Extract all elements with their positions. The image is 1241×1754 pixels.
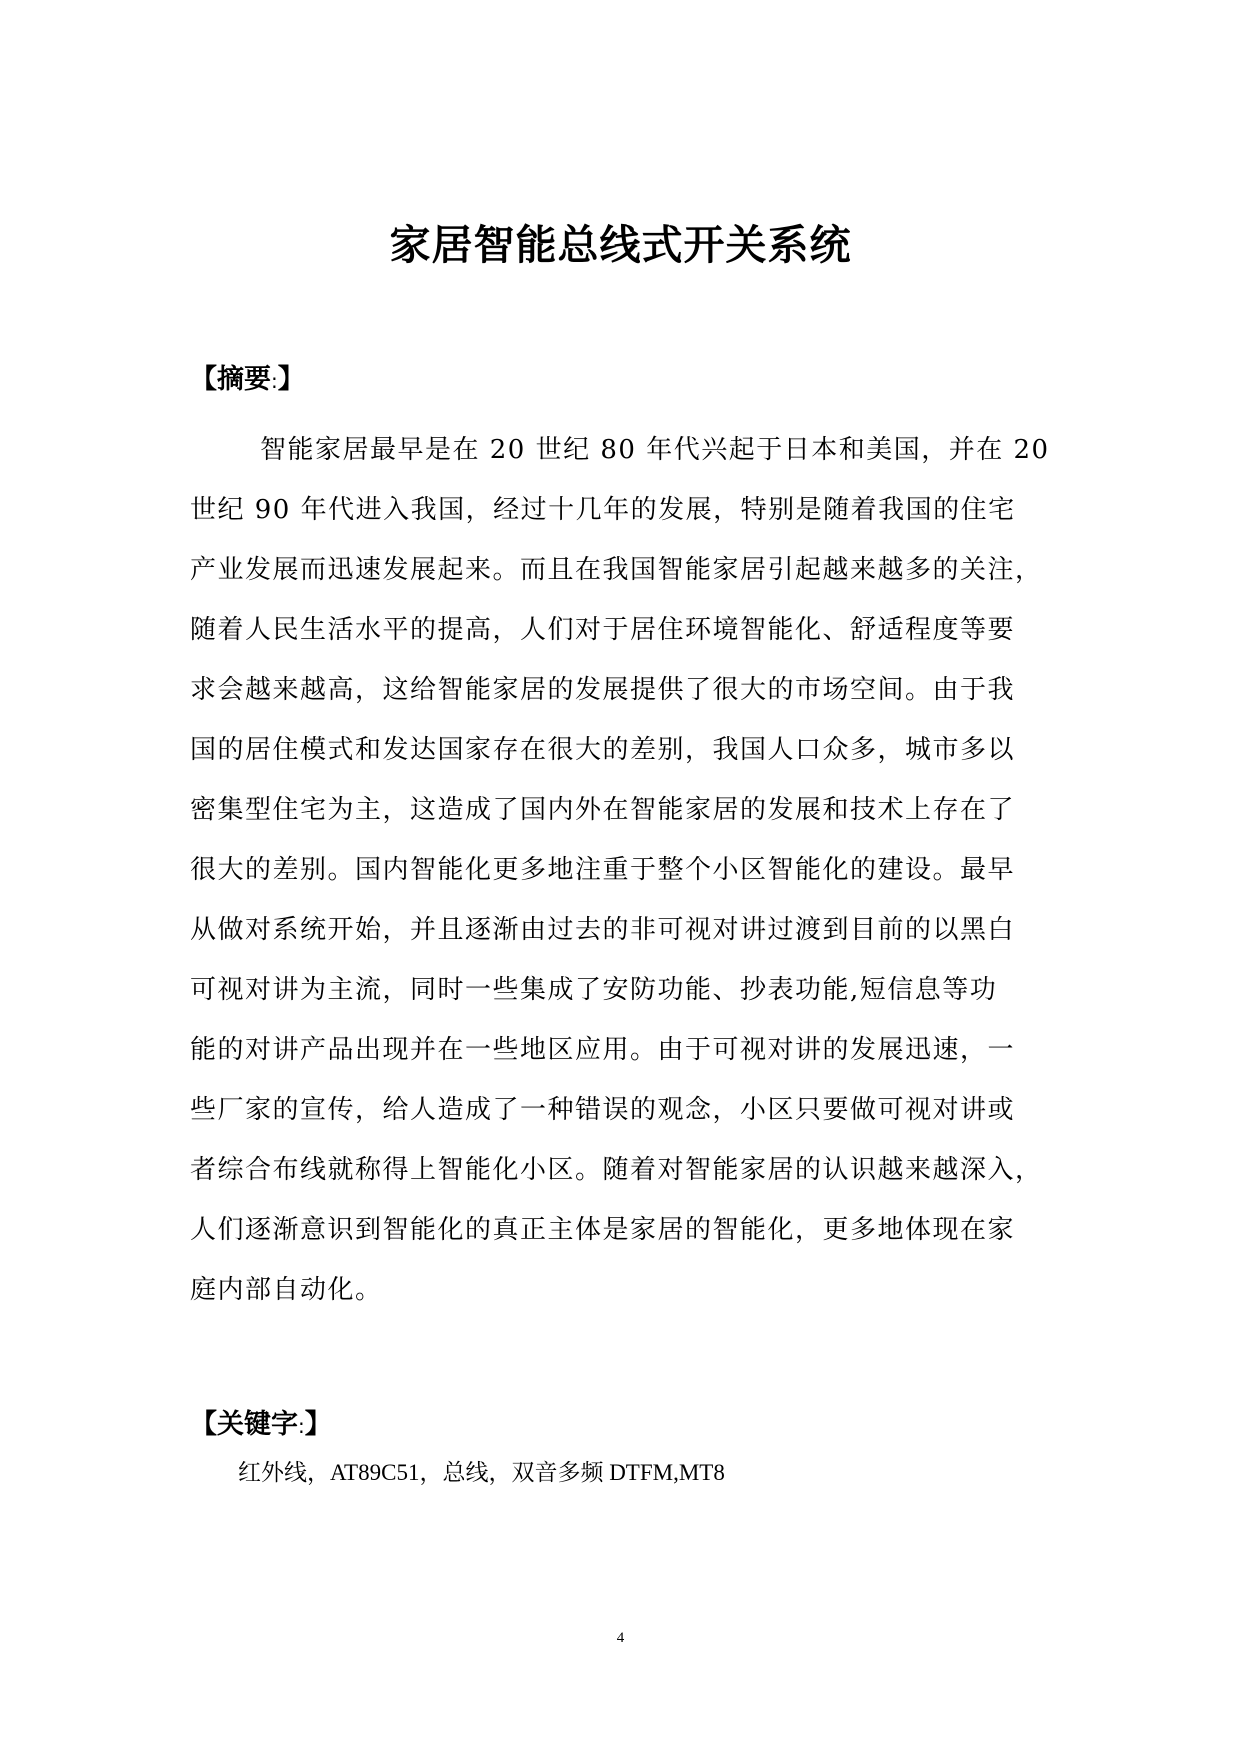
abstract-line: 智能家居最早是在 20 世纪 80 年代兴起于日本和美国，并在 20 (260, 435, 1050, 465)
abstract-line: 很大的差别。国内智能化更多地注重于整个小区智能化的建设。最早 (190, 855, 1016, 885)
abstract-line: 从做对系统开始，并且逐渐由过去的非可视对讲过渡到目前的以黑白 (190, 915, 1016, 945)
abstract-line: 世纪 90 年代进入我国，经过十几年的发展，特别是随着我国的住宅 (190, 495, 1016, 525)
abstract-heading-label: 【摘要 (190, 364, 271, 395)
document-title: 家居智能总线式开关系统 (389, 221, 852, 269)
page-number: 4 (616, 1630, 625, 1646)
abstract-line: 能的对讲产品出现并在一些地区应用。由于可视对讲的发展迅速，一 (190, 1035, 1016, 1065)
abstract-line: 些厂家的宣传，给人造成了一种错误的观念，小区只要做可视对讲或 (190, 1095, 1016, 1125)
keywords-heading-label: 【关键字 (190, 1409, 298, 1440)
abstract-line: 人们逐渐意识到智能化的真正主体是家居的智能化，更多地体现在家 (190, 1215, 1016, 1245)
abstract-line: 庭内部自动化。 (190, 1275, 383, 1305)
abstract-heading-close: 】 (277, 364, 305, 395)
abstract-heading-colon: : (271, 369, 278, 393)
abstract-line: 求会越来越高，这给智能家居的发展提供了很大的市场空间。由于我 (190, 675, 1016, 705)
abstract-body (190, 420, 1050, 1320)
keywords-text: 红外线，AT89C51，总线，双音多频 DTFM,MT8 (238, 1460, 725, 1485)
abstract-line: 随着人民生活水平的提高，人们对于居住环境智能化、舒适程度等要 (190, 615, 1016, 645)
abstract-line: 产业发展而迅速发展起来。而且在我国智能家居引起越来越多的关注， (190, 555, 1043, 585)
keywords-heading (190, 1405, 332, 1446)
abstract-heading (190, 360, 305, 401)
abstract-line: 密集型住宅为主，这造成了国内外在智能家居的发展和技术上存在了 (190, 795, 1016, 825)
keywords-heading-colon: : (298, 1414, 305, 1438)
keywords-heading-close: 】 (304, 1409, 332, 1440)
abstract-line: 国的居住模式和发达国家存在很大的差别，我国人口众多，城市多以 (190, 735, 1016, 765)
abstract-line: 者综合布线就称得上智能化小区。随着对智能家居的认识越来越深入， (190, 1155, 1043, 1185)
abstract-line: 可视对讲为主流，同时一些集成了安防功能、抄表功能,短信息等功 (190, 975, 998, 1005)
